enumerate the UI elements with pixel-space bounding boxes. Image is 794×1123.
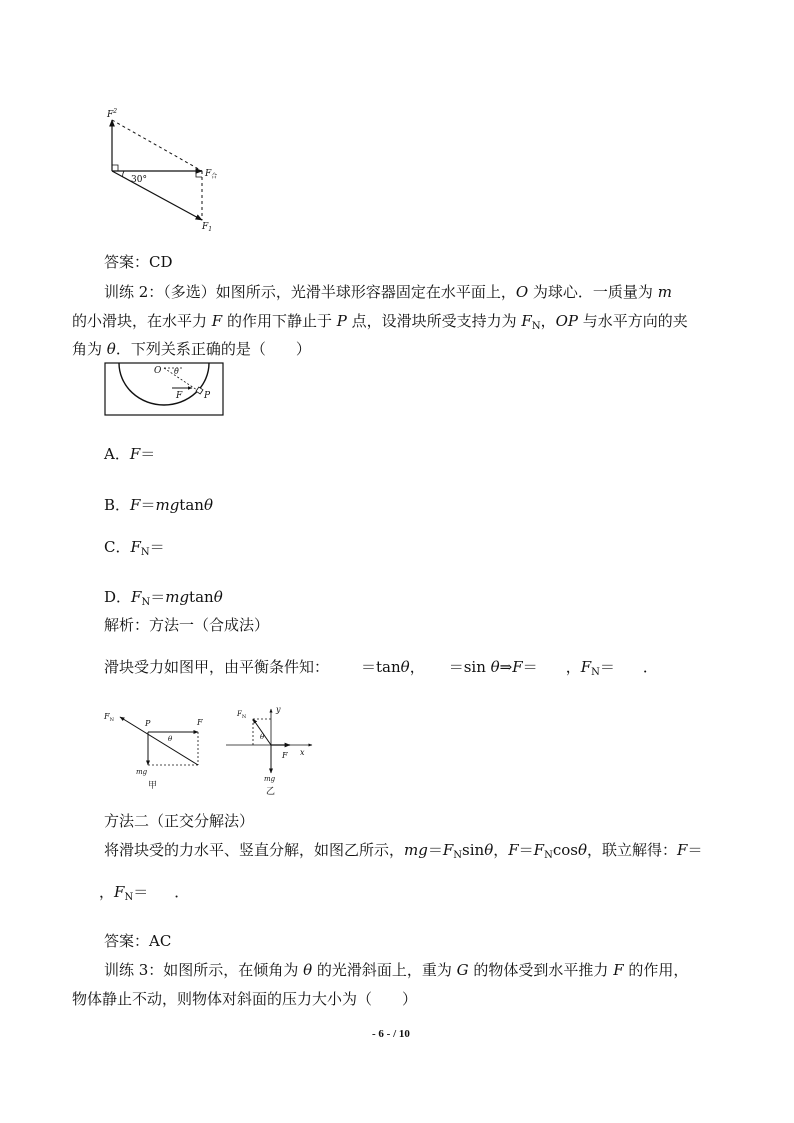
question-2-line-1: 训练 2：（多选）如图所示，光滑半球形容器固定在水平面上，O 为球心．一质量为 m <box>104 283 672 301</box>
container-box <box>105 363 223 415</box>
fn-label: $F_N$ <box>104 712 114 723</box>
y-label: y <box>276 705 281 714</box>
f1-label: $F_1$ <box>202 222 213 233</box>
method-2-title: 方法二（正交分解法） <box>104 812 255 830</box>
answer-1: 答案：CD <box>104 253 173 271</box>
f2-label: $F^2$ <box>107 108 118 120</box>
analysis-line: 滑块受力如图甲，由平衡条件知： ＝tanθ， ＝sin θ⇒F＝ ，$F_N=$ ． <box>104 658 658 678</box>
option-a: A．F＝ <box>104 445 156 463</box>
caption-yi: 乙 <box>266 787 276 797</box>
fn-vector <box>120 717 198 765</box>
force-diagram-figure-1 <box>100 100 240 235</box>
point-p-label: P <box>145 719 151 728</box>
bowl-figure <box>104 362 226 418</box>
question-3-line-1: 训练 3：如图所示，在倾角为 θ 的光滑斜面上，重为 G 的物体受到水平推力 F 的作用， <box>104 961 689 979</box>
option-d: D．$F_N=mgtan\theta$ <box>104 588 223 608</box>
caption-jia: 甲 <box>148 781 158 791</box>
mg-label: mg <box>136 768 148 776</box>
slider-block <box>196 387 203 394</box>
x-label: x <box>300 748 305 757</box>
theta-label: θ <box>260 733 265 741</box>
fn-label: $F_N$ <box>237 710 247 720</box>
question-2-line-3: 角为 θ．下列关系正确的是（ ） <box>72 340 311 358</box>
f1-vector <box>112 171 202 220</box>
angle-label: 30° <box>131 175 147 185</box>
right-angle-mark <box>196 171 202 177</box>
force-f-label: F <box>197 718 203 727</box>
angle-arc <box>123 171 125 177</box>
force-diagram-jia <box>100 705 210 800</box>
force-f-label: F <box>176 391 183 401</box>
right-angle-mark <box>112 165 118 171</box>
question-3-line-2: 物体静止不动，则物体对斜面的压力大小为（ ） <box>72 990 418 1008</box>
option-c: C．$F_N=$ <box>104 538 165 558</box>
option-b: B．F＝mgtanθ <box>104 496 213 514</box>
force-f-label: F <box>282 751 288 760</box>
question-2-line-2: 的小滑块，在水平力 F 的作用下静止于 P 点，设滑块所受支持力为 $F_N$，OP 与水平方向的夹 <box>72 312 688 332</box>
dashed-line <box>112 120 202 171</box>
mg-label: mg <box>264 775 276 783</box>
answer-2: 答案：AC <box>104 932 172 950</box>
force-diagram-yi <box>222 701 322 801</box>
fhe-label: $F_合$ <box>205 169 218 180</box>
theta-label: θ <box>174 367 179 376</box>
hemisphere-bowl <box>119 363 209 405</box>
page-footer: - 6 - / 10 <box>372 1028 410 1040</box>
method-2-line-2: ，$F_N=$ ． <box>99 883 190 903</box>
theta-label: θ <box>168 735 173 743</box>
center-o-label: O <box>154 366 162 376</box>
fn-vector <box>253 719 271 745</box>
method-2-line-1: 将滑块受的力水平、竖直分解，如图乙所示，$mg=F_N\sin\theta$，$F=F_N\cos\theta$，联立解得：F＝ <box>104 841 703 861</box>
point-p-label: P <box>204 391 211 401</box>
analysis-title: 解析：方法一（合成法） <box>104 616 270 634</box>
